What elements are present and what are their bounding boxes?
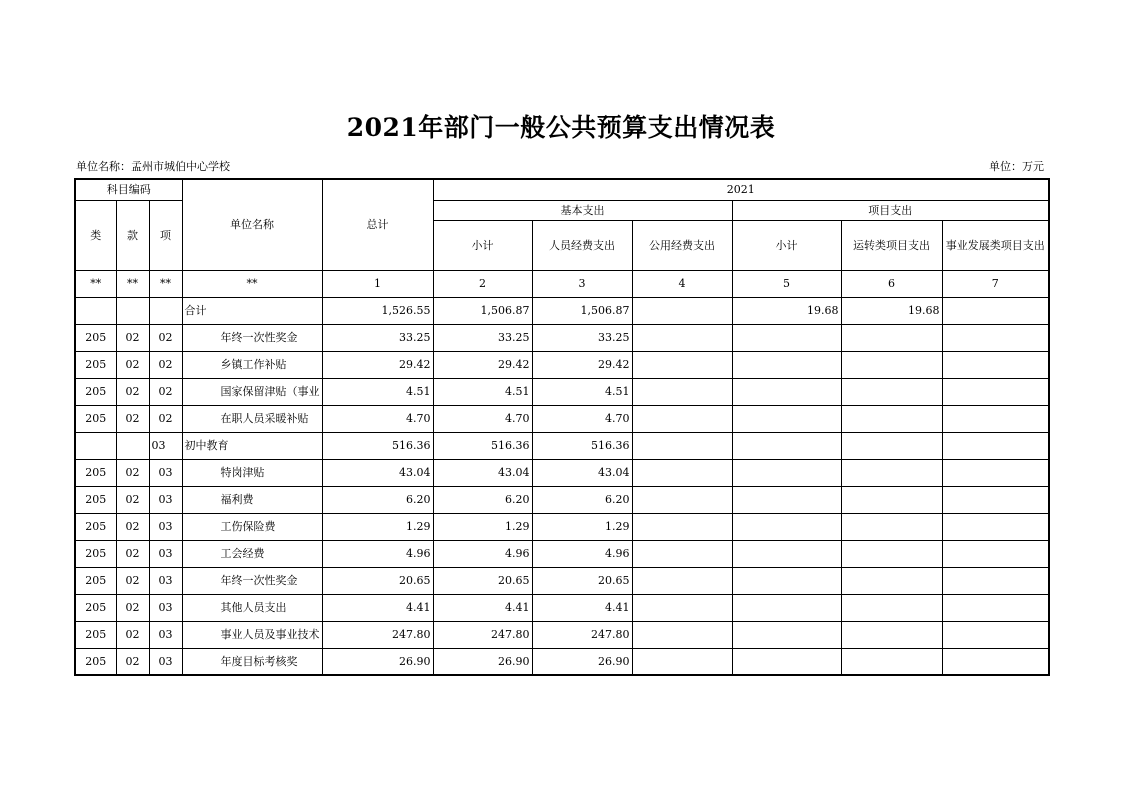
public-cell (632, 540, 732, 567)
table-row (75, 648, 1049, 675)
project-subtotal-cell (732, 648, 841, 675)
xiang-cell: 03 (149, 432, 182, 459)
table-row (75, 621, 1049, 648)
total-row (75, 297, 1049, 324)
kuan-cell (116, 432, 149, 459)
xiang-cell: 03 (149, 486, 182, 513)
item-name-cell: 工伤保险费 (182, 513, 322, 540)
total-cell: 33.25 (322, 324, 433, 351)
public-cell (632, 486, 732, 513)
total-cell: 1,526.55 (322, 297, 433, 324)
lei-cell: 205 (75, 405, 116, 432)
basic-subtotal-cell: 4.70 (433, 405, 532, 432)
development-cell (942, 513, 1049, 540)
project-subtotal-cell (732, 621, 841, 648)
public-cell (632, 513, 732, 540)
operation-cell (841, 405, 942, 432)
kuan-cell: 02 (116, 648, 149, 675)
xiang-cell: 03 (149, 540, 182, 567)
public-cell (632, 378, 732, 405)
xiang-cell: 02 (149, 405, 182, 432)
xiang-cell: 03 (149, 594, 182, 621)
kuan-cell: 02 (116, 351, 149, 378)
xiang-cell: 02 (149, 378, 182, 405)
index-cell: 1 (322, 270, 433, 297)
personnel-cell: 6.20 (532, 486, 632, 513)
kuan-cell (116, 297, 149, 324)
unit-measure-label: 单位：万元 (989, 160, 1044, 173)
header-row-1 (75, 179, 1049, 200)
kuan-cell: 02 (116, 540, 149, 567)
index-cell: 6 (841, 270, 942, 297)
basic-subtotal-cell: 247.80 (433, 621, 532, 648)
basic-expenditure-header: 基本支出 (433, 200, 732, 220)
operation-cell (841, 486, 942, 513)
table-row (75, 594, 1049, 621)
basic-subtotal-cell: 1,506.87 (433, 297, 532, 324)
total-cell: 516.36 (322, 432, 433, 459)
operation-cell (841, 621, 942, 648)
index-cell: ** (182, 270, 322, 297)
project-subtotal-cell (732, 351, 841, 378)
personnel-cell: 43.04 (532, 459, 632, 486)
index-cell: ** (116, 270, 149, 297)
operation-header: 运转类项目支出 (841, 220, 942, 270)
total-cell: 1.29 (322, 513, 433, 540)
kuan-cell: 02 (116, 405, 149, 432)
operation-cell: 19.68 (841, 297, 942, 324)
project-subtotal-cell (732, 567, 841, 594)
personnel-cell: 4.51 (532, 378, 632, 405)
personnel-cell: 26.90 (532, 648, 632, 675)
project-subtotal-cell (732, 459, 841, 486)
public-cell (632, 459, 732, 486)
lei-cell: 205 (75, 594, 116, 621)
project-subtotal-cell (732, 594, 841, 621)
item-name-cell: 合计 (182, 297, 322, 324)
kuan-header: 款 (116, 200, 149, 270)
total-header: 总计 (322, 179, 433, 270)
kuan-cell: 02 (116, 513, 149, 540)
lei-cell (75, 432, 116, 459)
xiang-cell (149, 297, 182, 324)
project-subtotal-cell (732, 405, 841, 432)
project-subtotal-cell (732, 513, 841, 540)
development-cell (942, 486, 1049, 513)
table-row (75, 351, 1049, 378)
public-cell (632, 567, 732, 594)
unit-name-header: 单位名称 (182, 179, 322, 270)
lei-cell: 205 (75, 513, 116, 540)
basic-subtotal-cell: 4.96 (433, 540, 532, 567)
index-cell: 7 (942, 270, 1049, 297)
basic-subtotal-header: 小计 (433, 220, 532, 270)
xiang-cell: 03 (149, 459, 182, 486)
xiang-cell: 03 (149, 621, 182, 648)
project-subtotal-cell: 19.68 (732, 297, 841, 324)
table-row (75, 486, 1049, 513)
index-cell: ** (149, 270, 182, 297)
basic-subtotal-cell: 29.42 (433, 351, 532, 378)
lei-cell: 205 (75, 351, 116, 378)
item-name-cell: 工会经费 (182, 540, 322, 567)
basic-subtotal-cell: 1.29 (433, 513, 532, 540)
development-cell (942, 297, 1049, 324)
basic-subtotal-cell: 33.25 (433, 324, 532, 351)
lei-cell: 205 (75, 378, 116, 405)
index-cell: 2 (433, 270, 532, 297)
personnel-cell: 1.29 (532, 513, 632, 540)
total-cell: 4.41 (322, 594, 433, 621)
lei-cell: 205 (75, 324, 116, 351)
subject-code-header: 科目编码 (75, 179, 182, 200)
development-cell (942, 594, 1049, 621)
item-name-cell: 事业人员及事业技术 (182, 621, 322, 648)
development-cell (942, 405, 1049, 432)
table-row (75, 567, 1049, 594)
public-cell (632, 297, 732, 324)
personnel-cell: 20.65 (532, 567, 632, 594)
total-cell: 247.80 (322, 621, 433, 648)
page-title: 2021年部门一般公共预算支出情况表 (346, 113, 776, 142)
item-name-cell: 初中教育 (182, 432, 322, 459)
table-row (75, 513, 1049, 540)
index-cell: ** (75, 270, 116, 297)
project-subtotal-header: 小计 (732, 220, 841, 270)
basic-subtotal-cell: 26.90 (433, 648, 532, 675)
lei-cell: 205 (75, 621, 116, 648)
table-row (75, 540, 1049, 567)
development-cell (942, 540, 1049, 567)
personnel-cell: 516.36 (532, 432, 632, 459)
index-row (75, 270, 1049, 297)
xiang-cell: 02 (149, 324, 182, 351)
table-body (75, 179, 1049, 675)
kuan-cell: 02 (116, 621, 149, 648)
xiang-header: 项 (149, 200, 182, 270)
public-cell (632, 405, 732, 432)
index-cell: 4 (632, 270, 732, 297)
group-row (75, 432, 1049, 459)
total-cell: 20.65 (322, 567, 433, 594)
operation-cell (841, 540, 942, 567)
kuan-cell: 02 (116, 567, 149, 594)
table-row (75, 324, 1049, 351)
year-header: 2021 (433, 179, 1049, 200)
xiang-cell: 03 (149, 513, 182, 540)
lei-cell: 205 (75, 540, 116, 567)
personnel-cell: 1,506.87 (532, 297, 632, 324)
operation-cell (841, 351, 942, 378)
project-subtotal-cell (732, 378, 841, 405)
project-expenditure-header: 项目支出 (732, 200, 1049, 220)
project-subtotal-cell (732, 486, 841, 513)
operation-cell (841, 513, 942, 540)
personnel-cell: 33.25 (532, 324, 632, 351)
total-cell: 43.04 (322, 459, 433, 486)
basic-subtotal-cell: 20.65 (433, 567, 532, 594)
operation-cell (841, 459, 942, 486)
operation-cell (841, 567, 942, 594)
kuan-cell: 02 (116, 486, 149, 513)
item-name-cell: 年终一次性奖金 (182, 324, 322, 351)
development-cell (942, 648, 1049, 675)
lei-cell: 205 (75, 567, 116, 594)
total-cell: 6.20 (322, 486, 433, 513)
public-cell (632, 324, 732, 351)
table-row (75, 378, 1049, 405)
item-name-cell: 特岗津贴 (182, 459, 322, 486)
xiang-cell: 02 (149, 351, 182, 378)
operation-cell (841, 378, 942, 405)
item-name-cell: 其他人员支出 (182, 594, 322, 621)
development-cell (942, 324, 1049, 351)
basic-subtotal-cell: 6.20 (433, 486, 532, 513)
project-subtotal-cell (732, 540, 841, 567)
item-name-cell: 在职人员采暖补贴 (182, 405, 322, 432)
lei-cell (75, 297, 116, 324)
personnel-cell: 4.96 (532, 540, 632, 567)
total-cell: 4.51 (322, 378, 433, 405)
development-cell (942, 567, 1049, 594)
public-cell (632, 621, 732, 648)
basic-subtotal-cell: 4.51 (433, 378, 532, 405)
development-cell (942, 378, 1049, 405)
public-cell (632, 432, 732, 459)
budget-table (74, 178, 1050, 676)
public-cell (632, 594, 732, 621)
development-cell (942, 432, 1049, 459)
item-name-cell: 年度目标考核奖 (182, 648, 322, 675)
operation-cell (841, 324, 942, 351)
development-cell (942, 351, 1049, 378)
index-cell: 5 (732, 270, 841, 297)
total-cell: 4.96 (322, 540, 433, 567)
operation-cell (841, 432, 942, 459)
kuan-cell: 02 (116, 594, 149, 621)
basic-subtotal-cell: 4.41 (433, 594, 532, 621)
xiang-cell: 03 (149, 648, 182, 675)
table-row (75, 405, 1049, 432)
lei-cell: 205 (75, 486, 116, 513)
lei-cell: 205 (75, 648, 116, 675)
lei-cell: 205 (75, 459, 116, 486)
operation-cell (841, 594, 942, 621)
personnel-cell: 247.80 (532, 621, 632, 648)
table-row (75, 459, 1049, 486)
item-name-cell: 年终一次性奖金 (182, 567, 322, 594)
public-cell (632, 648, 732, 675)
item-name-cell: 乡镇工作补贴 (182, 351, 322, 378)
kuan-cell: 02 (116, 378, 149, 405)
public-cell (632, 351, 732, 378)
operation-cell (841, 648, 942, 675)
total-cell: 26.90 (322, 648, 433, 675)
personnel-cell: 4.41 (532, 594, 632, 621)
xiang-cell: 03 (149, 567, 182, 594)
personnel-cell: 29.42 (532, 351, 632, 378)
personnel-cell: 4.70 (532, 405, 632, 432)
lei-header: 类 (75, 200, 116, 270)
item-name-cell: 国家保留津贴（事业 (182, 378, 322, 405)
item-name-cell: 福利费 (182, 486, 322, 513)
basic-subtotal-cell: 43.04 (433, 459, 532, 486)
development-cell (942, 459, 1049, 486)
development-cell (942, 621, 1049, 648)
total-cell: 29.42 (322, 351, 433, 378)
kuan-cell: 02 (116, 459, 149, 486)
unit-name-label: 单位名称：孟州市城伯中心学校 (76, 160, 230, 173)
public-header: 公用经费支出 (632, 220, 732, 270)
basic-subtotal-cell: 516.36 (433, 432, 532, 459)
personnel-header: 人员经费支出 (532, 220, 632, 270)
project-subtotal-cell (732, 324, 841, 351)
project-subtotal-cell (732, 432, 841, 459)
development-header: 事业发展类项目支出 (942, 220, 1049, 270)
index-cell: 3 (532, 270, 632, 297)
total-cell: 4.70 (322, 405, 433, 432)
kuan-cell: 02 (116, 324, 149, 351)
